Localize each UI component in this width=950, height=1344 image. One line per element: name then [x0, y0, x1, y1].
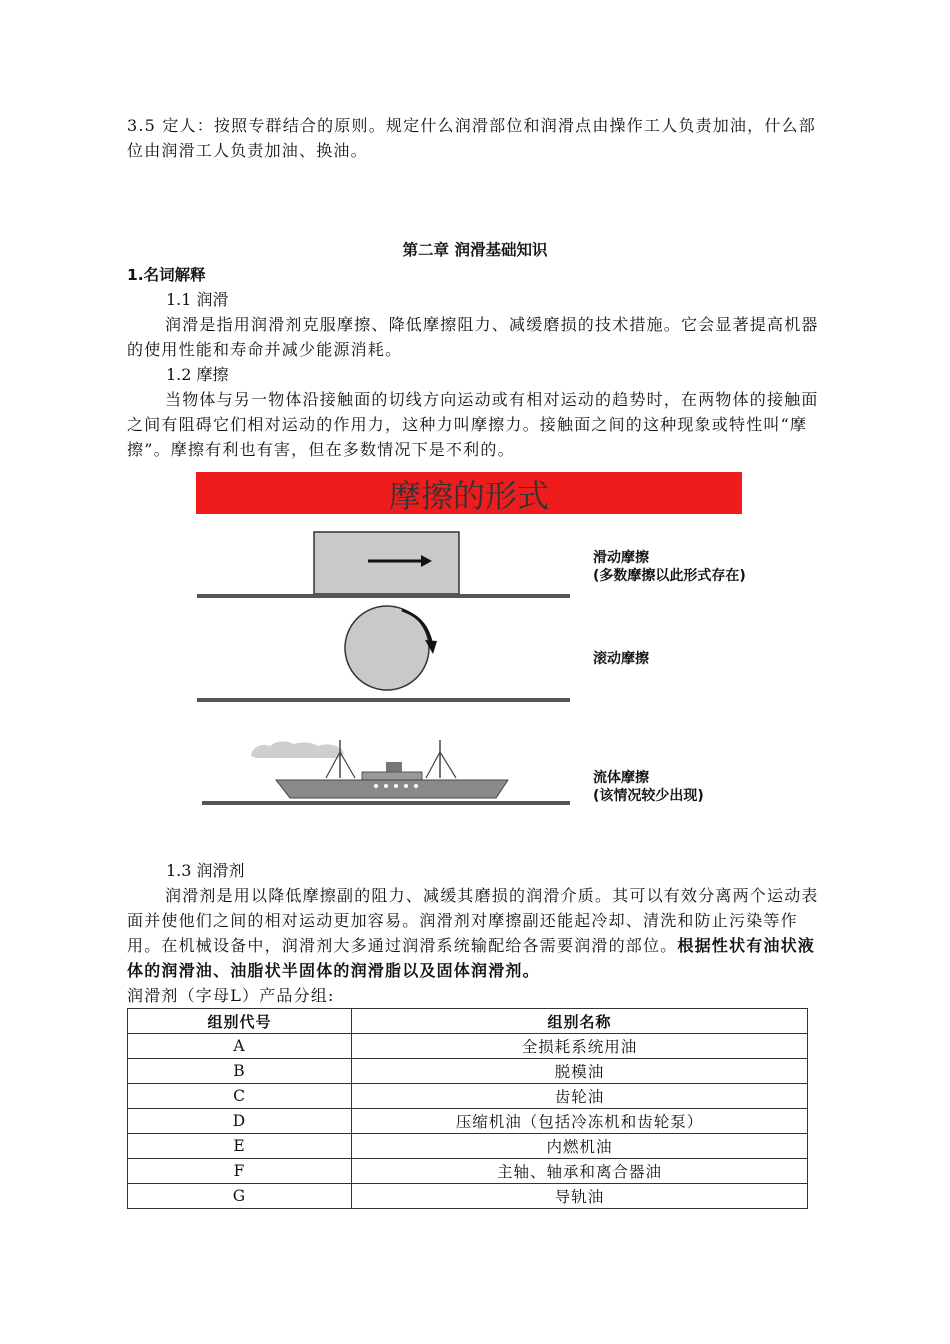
- table-row: [128, 1109, 808, 1134]
- banner-title: 摩擦的形式: [388, 477, 550, 515]
- group-name: 脱模油: [352, 1059, 808, 1084]
- group-code: A: [128, 1034, 352, 1059]
- lubrication-text: 润滑是指用润滑剂克服摩擦、降低摩擦阻力、减缓磨损的技术措施。它会显著提高机器的使用性能和寿命并减少能源消耗。: [127, 315, 819, 359]
- group-name: 压缩机油（包括冷冻机和齿轮泵）: [352, 1109, 808, 1134]
- table-row: [128, 1184, 808, 1209]
- sliding-label: [593, 549, 746, 585]
- sliding-title: 滑动摩擦: [593, 550, 649, 566]
- group-caption: 润滑剂（字母L）产品分组:: [127, 986, 335, 1005]
- porthole: [414, 784, 418, 788]
- lubricant-text-plain: 润滑剂是用以降低摩擦副的阻力、减缓其磨损的润滑介质。其可以有效分离两个运动表面并使他们之间的相对运动更加容易。润滑剂对摩擦副还能起冷却、清洗和防止污染等作用。在机械设备中，润滑剂大多通过润滑系统输配给各需要润滑的部位。: [127, 886, 819, 955]
- friction-diagram: [190, 470, 750, 815]
- header-code: 组别代号: [128, 1009, 352, 1034]
- header-name: 组别名称: [352, 1009, 808, 1034]
- group-code: F: [128, 1159, 352, 1184]
- friction-forms-figure: [190, 470, 750, 815]
- group-code: C: [128, 1084, 352, 1109]
- table-row: [128, 1034, 808, 1059]
- group-code: D: [128, 1109, 352, 1134]
- fluid-label: [593, 769, 704, 805]
- group-name: 导轨油: [352, 1184, 808, 1209]
- chapter-title: 第二章 润滑基础知识: [402, 241, 548, 259]
- lubrication-heading: 1.1 润滑: [166, 290, 229, 309]
- intro-paragraph: 3.5 定人：按照专群结合的原则。规定什么润滑部位和润滑点由操作工人负责加油，什么部位由润滑工人负责加油、换油。: [127, 116, 816, 160]
- lubricant-text-bold: 根据性状有油状液体的润滑油、油脂状半固体的润滑脂以及固体润滑剂。: [127, 936, 816, 980]
- rolling-label: [593, 650, 649, 668]
- rolling-title: 滚动摩擦: [593, 651, 649, 667]
- rolling-ground: [197, 698, 570, 702]
- fluid-title: 流体摩擦: [593, 770, 649, 786]
- group-name: 主轴、轴承和离合器油: [352, 1159, 808, 1184]
- porthole: [394, 784, 398, 788]
- porthole: [404, 784, 408, 788]
- sliding-note: (多数摩擦以此形式存在): [593, 568, 746, 584]
- table-row: [128, 1084, 808, 1109]
- sliding-block: [314, 532, 459, 594]
- section-heading: 1.名词解释: [127, 266, 206, 284]
- group-name: 内燃机油: [352, 1134, 808, 1159]
- lubricant-group-table: [127, 1008, 808, 1209]
- table-row: [128, 1159, 808, 1184]
- fluid-ground: [202, 801, 570, 805]
- porthole: [374, 784, 378, 788]
- table-row: [128, 1059, 808, 1084]
- group-name: 全损耗系统用油: [352, 1034, 808, 1059]
- group-name: 齿轮油: [352, 1084, 808, 1109]
- ship-hull: [276, 780, 508, 798]
- porthole: [384, 784, 388, 788]
- friction-heading: 1.2 摩擦: [166, 365, 229, 384]
- friction-text: 当物体与另一物体沿接触面的切线方向运动或有相对运动的趋势时，在两物体的接触面之间有阻碍它们相对运动的作用力，这种力叫摩擦力。接触面之间的这种现象或特性叫“摩擦”。摩擦有利也有害，但在多数情况下是不利的。: [127, 390, 819, 459]
- lubricant-text: [127, 883, 823, 983]
- sail-right: [426, 752, 456, 778]
- table-row: [128, 1134, 808, 1159]
- group-code: E: [128, 1134, 352, 1159]
- lubricant-heading: 1.3 润滑剂: [166, 861, 245, 880]
- smoke-cloud: [251, 741, 344, 758]
- sliding-ground: [197, 594, 570, 598]
- fluid-note: (该情况较少出现): [593, 788, 704, 804]
- group-code: B: [128, 1059, 352, 1084]
- table-header-row: [128, 1009, 808, 1034]
- group-code: G: [128, 1184, 352, 1209]
